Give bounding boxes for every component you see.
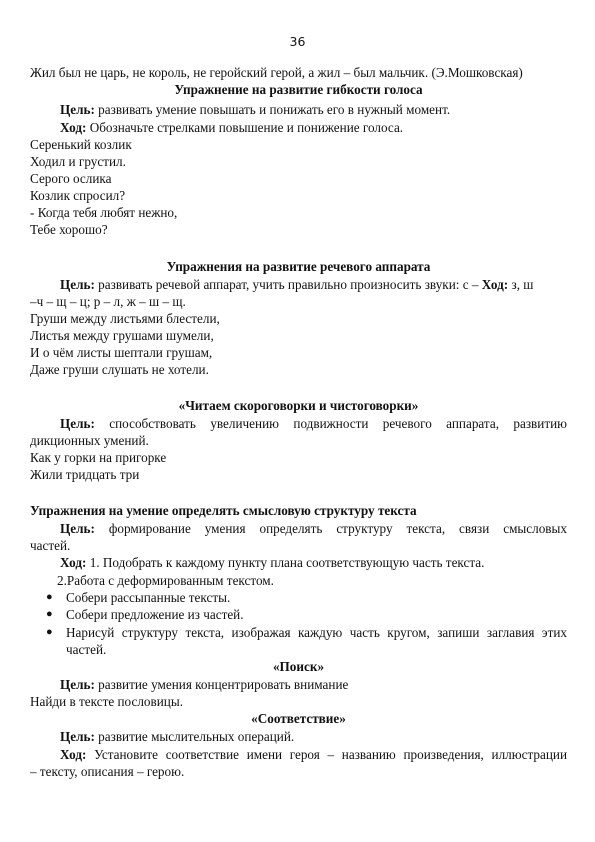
goal-label: Цель: bbox=[60, 521, 95, 536]
step-text: Обозначьте стрелками повышение и понижение голоса. bbox=[86, 120, 404, 135]
section-3-goal bbox=[60, 415, 567, 432]
poem-line: Даже груши слушать не хотели. bbox=[30, 362, 209, 377]
goal-label: Цель: bbox=[60, 729, 95, 744]
section-2-title: Упражнения на развитие речевого аппарата bbox=[166, 259, 431, 274]
section-1-step bbox=[60, 119, 403, 136]
goal-text: развивать речевой аппарат, учить правильно произносить звуки: с – bbox=[94, 277, 482, 292]
section-4-goal bbox=[60, 520, 567, 537]
section-4-step2: 2.Работа с деформированным текстом. bbox=[57, 573, 274, 588]
poem-line: - Когда тебя любят нежно, bbox=[30, 205, 178, 220]
poem-line: Серого ослика bbox=[30, 171, 112, 186]
section-5-goal bbox=[60, 676, 348, 693]
step-text: Установите соответствие имени героя – названию произведения, иллюстрации bbox=[86, 747, 567, 762]
section-3-title: «Читаем скороговорки и чистоговорки» bbox=[178, 398, 419, 413]
bullet-icon: ● bbox=[46, 608, 53, 620]
section-6-title: «Соответствие» bbox=[251, 711, 346, 726]
poem-line: Серенький козлик bbox=[30, 137, 132, 152]
poem-line: Жили тридцать три bbox=[30, 467, 140, 482]
section-4-step bbox=[60, 554, 484, 571]
poem-line: Как у горки на пригорке bbox=[30, 450, 167, 465]
step-label: Ход: bbox=[60, 120, 87, 135]
section-1-goal bbox=[60, 101, 450, 118]
list-item: Собери рассыпанные тексты. bbox=[66, 590, 231, 605]
step-label: Ход: bbox=[481, 277, 509, 292]
step-label: Ход: bbox=[60, 747, 87, 762]
goal-label: Цель: bbox=[60, 277, 95, 292]
bullet-icon: ● bbox=[46, 626, 53, 638]
section-6-step bbox=[60, 746, 567, 763]
poem-line: Листья между грушами шумели, bbox=[30, 328, 214, 343]
section-6-step-line2: – тексту, описания – герою. bbox=[30, 764, 185, 779]
poem-line: Груши между листьями блестели, bbox=[30, 311, 220, 326]
goal-tail: з, ш bbox=[508, 277, 534, 292]
goal-label: Цель: bbox=[60, 416, 95, 431]
section-4-goal-line2: частей. bbox=[30, 538, 71, 553]
list-item-continuation: частей. bbox=[66, 642, 107, 657]
goal-text: развитие мыслительных операций. bbox=[94, 729, 295, 744]
goal-text: способствовать увеличению подвижности речевого аппарата, развитию bbox=[94, 416, 567, 431]
section-2-goal bbox=[60, 276, 533, 293]
section-5-task: Найди в тексте пословицы. bbox=[30, 694, 183, 709]
goal-text: развивать умение повышать и понижать его в нужный момент. bbox=[94, 102, 451, 117]
goal-label: Цель: bbox=[60, 102, 95, 117]
section-2-goal-line2: –ч – щ – ц; р – л, ж – ш – щ. bbox=[30, 294, 186, 309]
goal-label: Цель: bbox=[60, 677, 95, 692]
bullet-icon: ● bbox=[46, 591, 53, 603]
goal-text: формирование умения определять структуру текста, связи смысловых bbox=[94, 521, 567, 536]
poem-line: Тебе хорошо? bbox=[30, 222, 108, 237]
section-4-title: Упражнения на умение определять смысловую структуру текста bbox=[30, 503, 417, 518]
list-item: Нарисуй структуру текста, изображая каждую часть кругом, запиши заглавия этих bbox=[66, 625, 567, 640]
section-3-goal-line2: дикционных умений. bbox=[30, 433, 149, 448]
section-6-goal bbox=[60, 728, 294, 745]
section-5-title: «Поиск» bbox=[272, 659, 325, 674]
list-item: Собери предложение из частей. bbox=[66, 607, 244, 622]
goal-text: развитие умения концентрировать внимание bbox=[94, 677, 349, 692]
step-label: Ход: bbox=[60, 555, 87, 570]
page-number: 36 bbox=[289, 34, 306, 49]
step-text: 1. Подобрать к каждому пункту плана соответствующую часть текста. bbox=[86, 555, 485, 570]
poem-line: И о чём листы шептали грушам, bbox=[30, 345, 213, 360]
intro-line: Жил был не царь, не король, не геройский герой, а жил – был мальчик. (Э.Мошковская) bbox=[30, 65, 523, 80]
section-1-title: Упражнение на развитие гибкости голоса bbox=[174, 82, 423, 97]
poem-line: Ходил и грустил. bbox=[30, 154, 126, 169]
poem-line: Козлик спросил? bbox=[30, 188, 126, 203]
